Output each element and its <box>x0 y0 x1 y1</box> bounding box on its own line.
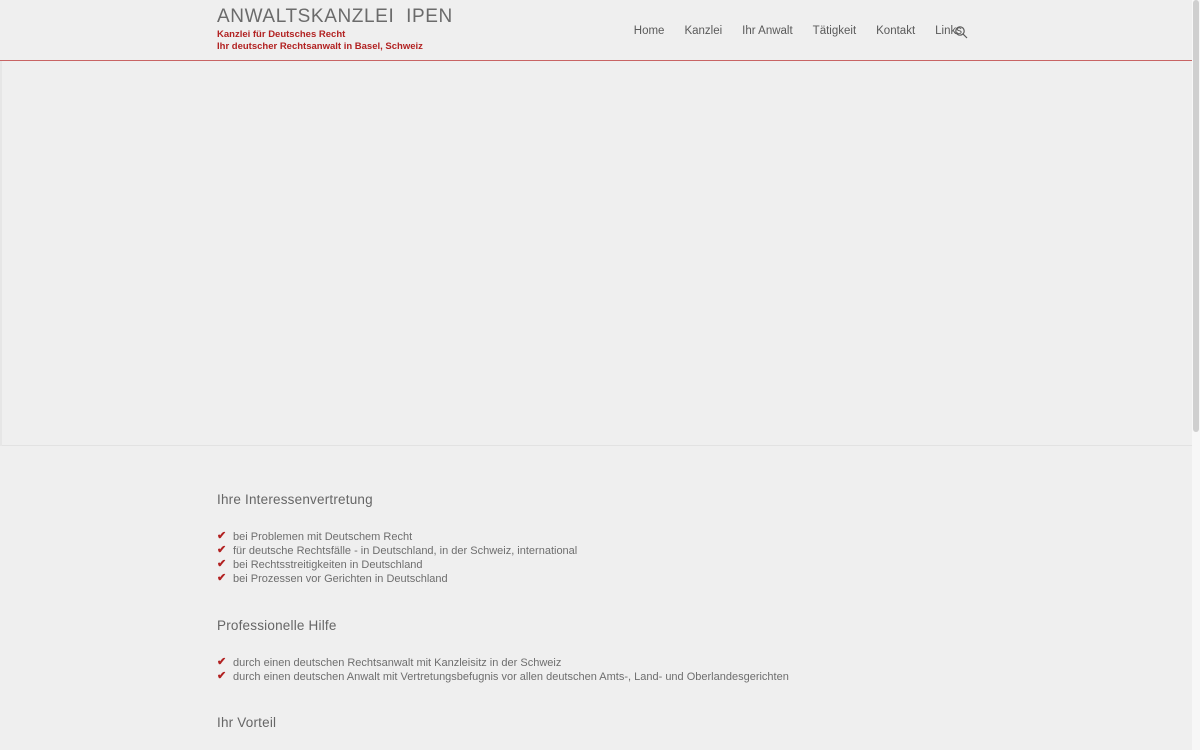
scrollbar-thumb[interactable] <box>1193 0 1199 432</box>
check-icon: ✔ <box>217 670 227 682</box>
hero-banner-area <box>0 61 1196 446</box>
list-item-label: bei Prozessen vor Gerichten in Deutschland <box>233 573 448 585</box>
brand-subtitle-1: Kanzlei für Deutsches Recht <box>217 29 346 40</box>
nav-item-kanzlei[interactable]: Kanzlei <box>684 25 723 37</box>
list-item-label: durch einen deutschen Rechtsanwalt mit Kanzleisitz in der Schweiz <box>233 657 562 669</box>
section-title: Ihr Vorteil <box>217 715 277 730</box>
section-title: Professionelle Hilfe <box>217 618 337 633</box>
brand-subtitle-2: Ihr deutscher Rechtsanwalt in Basel, Schweiz <box>217 41 423 52</box>
nav-item-home[interactable]: Home <box>633 25 665 37</box>
section-interessenvertretung <box>217 492 577 586</box>
nav-item-links[interactable]: Links <box>935 25 962 37</box>
site-header <box>0 0 1200 61</box>
nav-item-ihr-anwalt[interactable]: Ihr Anwalt <box>742 25 793 37</box>
brand[interactable] <box>217 6 453 53</box>
check-list <box>217 656 789 684</box>
check-icon: ✔ <box>217 530 227 542</box>
check-icon: ✔ <box>217 572 227 584</box>
main-navigation <box>624 25 972 37</box>
check-icon: ✔ <box>217 656 227 668</box>
list-item <box>217 572 577 586</box>
nav-item-kontakt[interactable]: Kontakt <box>876 25 916 37</box>
section-ihr-vorteil <box>217 715 276 730</box>
check-icon: ✔ <box>217 544 227 556</box>
hero-left-rule <box>0 61 2 446</box>
brand-title: ANWALTSKANZLEI IPEN <box>217 6 453 27</box>
check-list <box>217 530 577 586</box>
main-content <box>0 447 1200 750</box>
list-item-label: bei Rechtsstreitigkeiten in Deutschland <box>233 559 423 571</box>
list-item <box>217 544 577 558</box>
list-item-label: durch einen deutschen Anwalt mit Vertretungsbefugnis vor allen deutschen Amts-, Land- und Oberlandesgerichten <box>233 671 789 683</box>
list-item-label: für deutsche Rechtsfälle - in Deutschland, in der Schweiz, international <box>233 545 578 557</box>
check-icon: ✔ <box>217 558 227 570</box>
section-title: Ihre Interessenvertretung <box>217 492 373 507</box>
list-item <box>217 656 789 670</box>
list-item-label: bei Problemen mit Deutschem Recht <box>233 531 413 543</box>
search-icon[interactable] <box>954 25 968 39</box>
nav-item-taetigkeit[interactable]: Tätigkeit <box>812 25 857 37</box>
list-item <box>217 530 577 544</box>
page-scrollbar[interactable] <box>1192 0 1200 750</box>
list-item <box>217 558 577 572</box>
list-item <box>217 670 789 684</box>
section-professionelle-hilfe <box>217 618 789 684</box>
